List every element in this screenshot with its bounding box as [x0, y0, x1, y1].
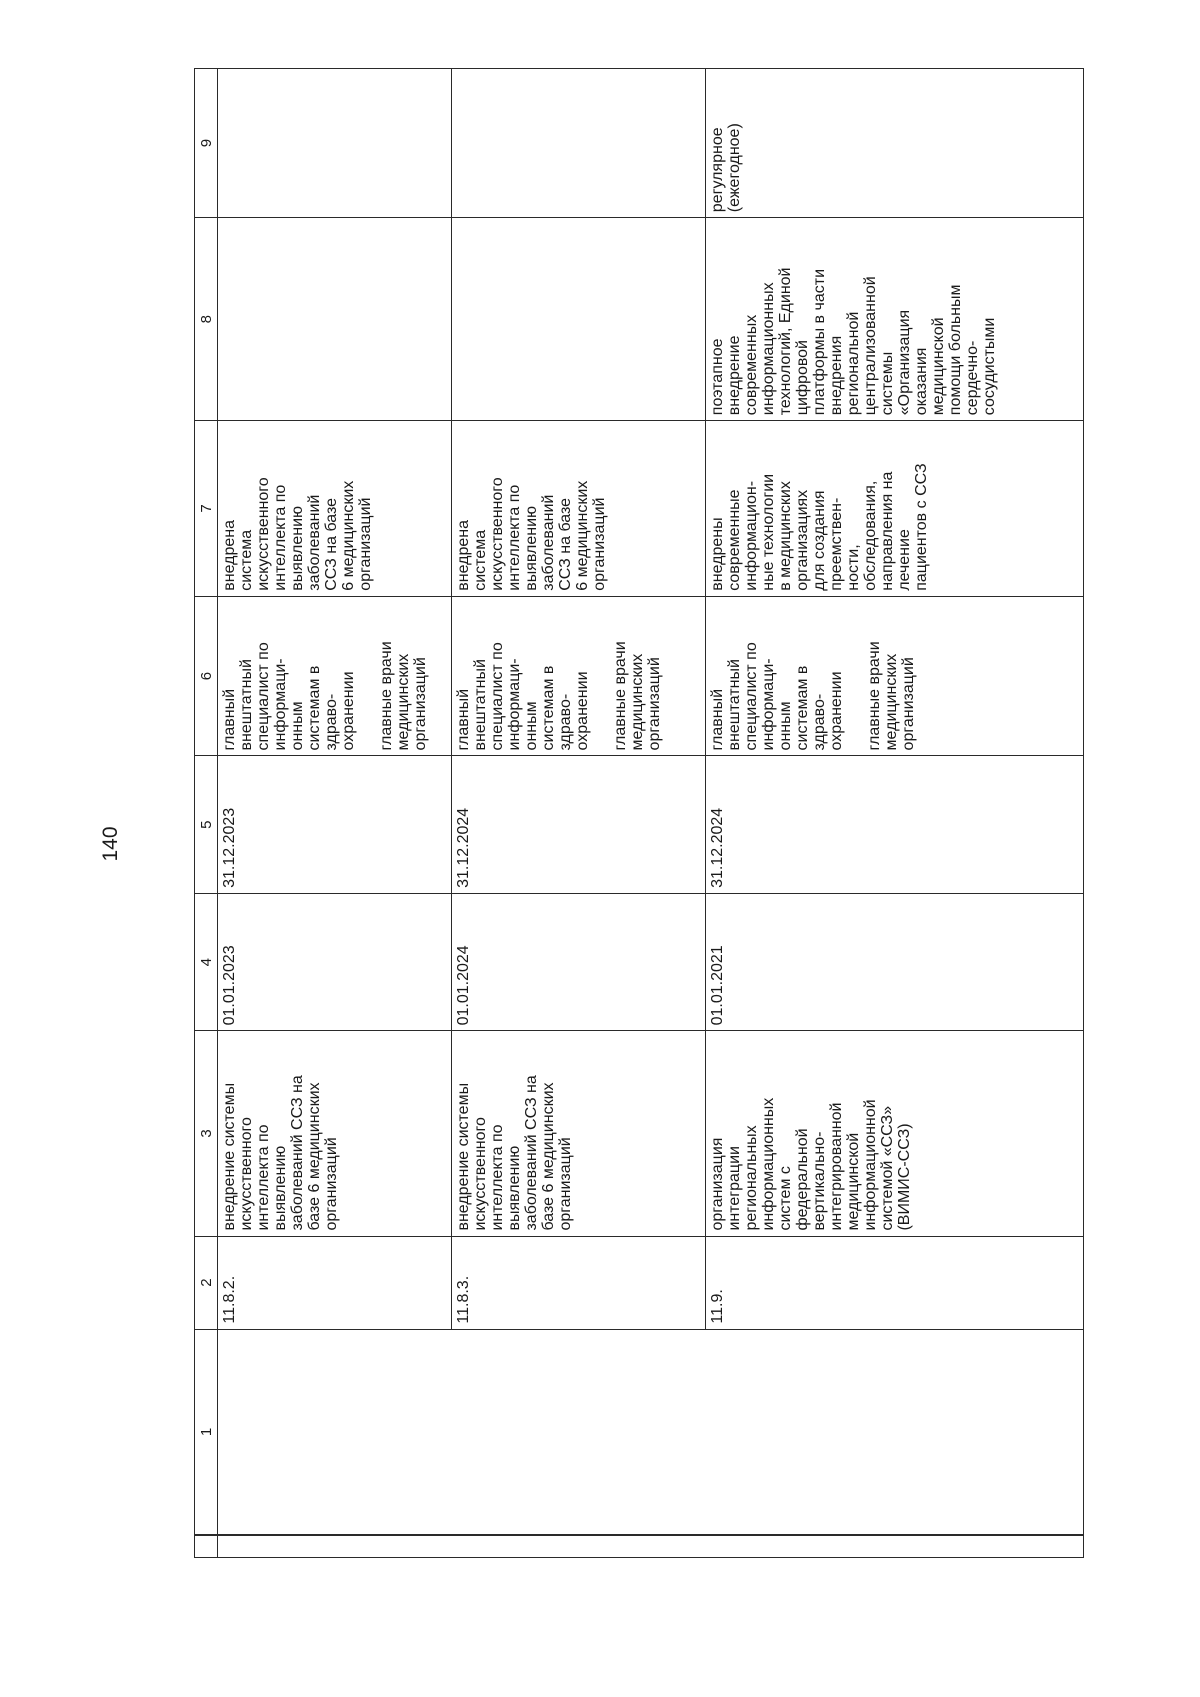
column-number: 6: [195, 596, 218, 756]
page-number: 140: [99, 826, 122, 862]
expected-result: внедрена система искусственного интеллекта по выявлению заболеваний ССЗ на базе 6 медицинских организаций: [218, 421, 452, 597]
column-number: 8: [195, 218, 218, 421]
start-date: 01.01.2021: [706, 893, 1084, 1030]
responsible-chief-doctors: главные врачи медицинских организаций: [866, 641, 917, 751]
result-description: [218, 218, 452, 421]
end-date: 31.12.2024: [452, 756, 706, 893]
end-date: 31.12.2023: [218, 756, 452, 893]
item-number: 11.8.3.: [452, 1236, 706, 1329]
column-number-row: [195, 69, 218, 1558]
header-stub: [195, 1535, 218, 1557]
activities-table: [194, 68, 1084, 1558]
result-description: поэтапное внедрение современных информационных технологий, Единой цифровой платформы в части внедрения региональной централизованной системы «Организация оказания медицинской помощи больным сердечно- сосудистыми: [706, 218, 1084, 421]
expected-result: внедрены современные информацион- ные технологии в медицинских организациях для создания преемствен- ности, обследования, направления на лечение пациентов с ССЗ: [706, 421, 1084, 597]
activity-name: внедрение системы искусственного интеллекта по выявлению заболеваний ССЗ на базе 6 медицинских организаций: [452, 1031, 706, 1236]
responsible-specialist: главный внештатный специалист по информаци- онным системам в здраво- охранении: [221, 642, 357, 751]
column-number: 3: [195, 1031, 218, 1236]
start-date: 01.01.2023: [218, 893, 452, 1030]
responsible-specialist: главный внештатный специалист по информаци- онным системам в здраво- охранении: [455, 642, 591, 751]
column-number: 5: [195, 756, 218, 893]
column-number: 7: [195, 421, 218, 597]
periodicity: [218, 69, 452, 218]
responsible-cell: [706, 596, 1084, 756]
column-number: 2: [195, 1236, 218, 1329]
item-number: 11.8.2.: [218, 1236, 452, 1329]
responsible-cell: [452, 596, 706, 756]
responsible-chief-doctors: главные врачи медицинских организаций: [378, 641, 429, 751]
periodicity: регулярное (ежегодное): [706, 69, 1084, 218]
responsible-cell: [218, 596, 452, 756]
activity-name: внедрение системы искусственного интеллекта по выявлению заболеваний ССЗ на базе 6 медицинских организаций: [218, 1031, 452, 1236]
item-number: 11.9.: [706, 1236, 1084, 1329]
table-row: [218, 69, 452, 1558]
document-table-region: [194, 68, 1082, 1558]
periodicity: [452, 69, 706, 218]
row-stub: [218, 1535, 1084, 1557]
column-number: 1: [195, 1329, 218, 1535]
responsible-specialist: главный внештатный специалист по информаци- онным системам в здраво- охранении: [709, 642, 845, 751]
activity-name: организация интеграции региональных информационных систем с федеральной вертикально- интегрированной медицинской информационной системой «ССЗ» (ВИМИС-ССЗ): [706, 1031, 1084, 1236]
column-1-cell: [218, 1329, 1084, 1535]
column-number: 4: [195, 893, 218, 1030]
start-date: 01.01.2024: [452, 893, 706, 1030]
expected-result: внедрена система искусственного интеллекта по выявлению заболеваний ССЗ на базе 6 медицинских организаций: [452, 421, 706, 597]
end-date: 31.12.2024: [706, 756, 1084, 893]
result-description: [452, 218, 706, 421]
responsible-chief-doctors: главные врачи медицинских организаций: [612, 641, 663, 751]
column-number: 9: [195, 69, 218, 218]
